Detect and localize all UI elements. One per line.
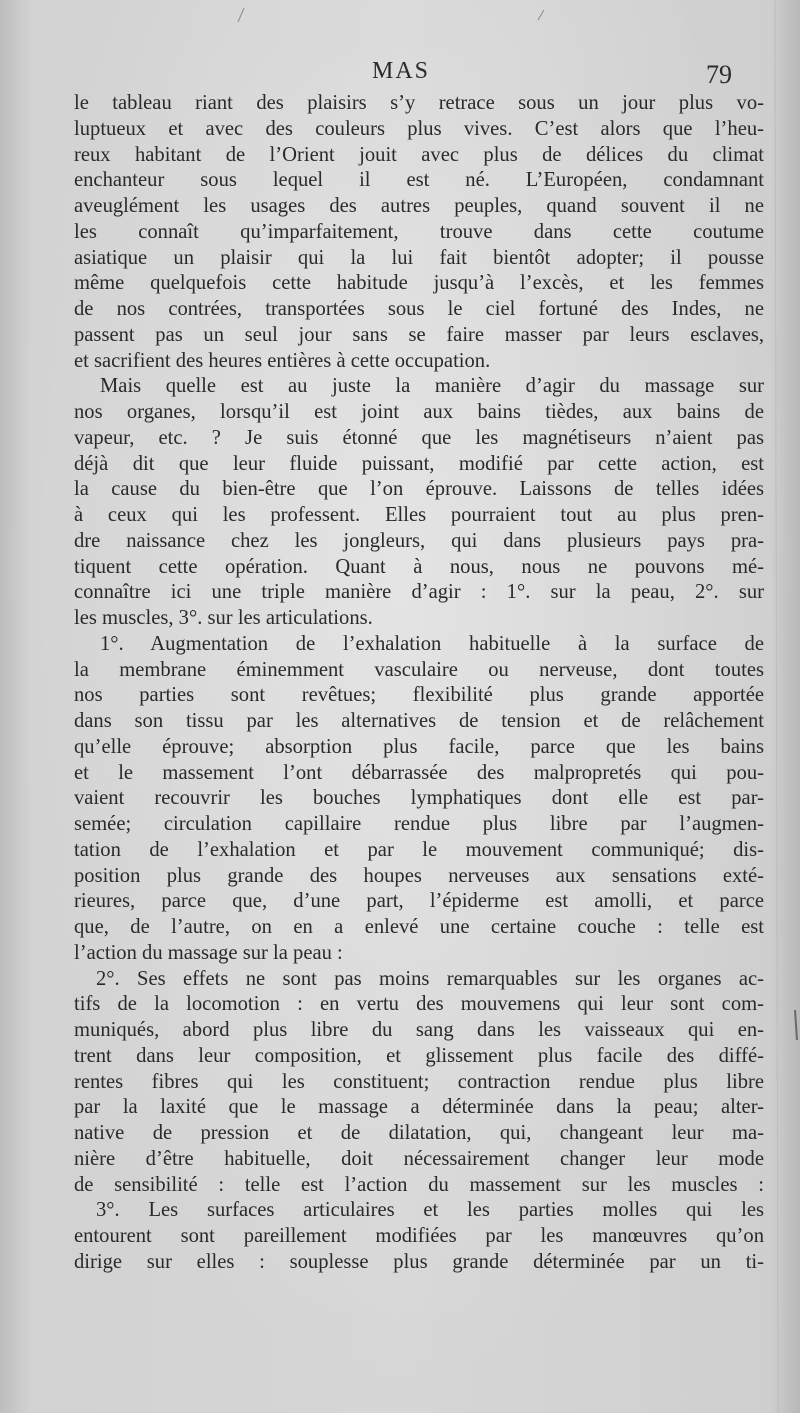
text-line: tiquent cette opération. Quant à nous, nous ne pouvons mé- — [74, 555, 764, 578]
text-line: que, de l’autre, on en a enlevé une certaine couche : telle est — [74, 916, 764, 938]
text-line: nos parties sont revêtues; flexibilité plus grande apportée — [74, 684, 764, 707]
text-line: vapeur, etc. ? Je suis étonné que les magnétiseurs n’aient pas — [74, 426, 764, 449]
text-line: tifs de la locomotion : en vertu des mouvemens qui leur sont com- — [74, 993, 764, 1016]
text-line: de nos contrées, transportées sous le ciel fortuné des Indes, ne — [74, 298, 764, 320]
text-line: nière d’être habituelle, doit nécessairement changer leur mode — [74, 1147, 764, 1170]
text-line: trent dans leur composition, et glissement plus facile des diffé- — [74, 1044, 764, 1067]
text-line: la membrane éminemment vasculaire ou nerveuse, dont toutes — [74, 658, 764, 681]
paragraph-start: Mais quelle est au juste la manière d’agir du massage sur — [100, 375, 764, 398]
text-line: rentes fibres qui les constituent; contraction rendue plus libre — [74, 1070, 764, 1093]
text-line: position plus grande des houpes nerveuses aux sensations exté- — [74, 864, 764, 887]
text-line: la cause du bien-être que l’on éprouve. Laissons de telles idées — [74, 478, 764, 501]
text-line: muniqués, abord plus libre du sang dans les vaisseaux qui en- — [74, 1019, 764, 1041]
text-line: dans son tissu par les alternatives de tension et de relâchement — [74, 710, 764, 732]
text-line: aveuglément les usages des autres peuples, quand souvent il ne — [74, 195, 764, 217]
text-line: même quelquefois cette habitude jusqu’à l’excès, et les femmes — [74, 272, 764, 295]
text-line: connaître ici une triple manière d’agir : 1°. sur la peau, 2°. sur — [74, 581, 764, 604]
text-line: déjà dit que leur fluide puissant, modifié par cette action, est — [74, 452, 764, 475]
text-line: asiatique un plaisir qui la lui fait bientôt adopter; il pousse — [74, 246, 764, 269]
text-line: semée; circulation capillaire rendue plus libre par l’augmen- — [74, 813, 764, 835]
text-line: de sensibilité : telle est l’action du massement sur les muscles : — [74, 1173, 764, 1196]
text-line: nos organes, lorsqu’il est joint aux bains tièdes, aux bains de — [74, 401, 764, 423]
text-line: passent pas un seul jour sans se faire masser par leurs esclaves, — [74, 323, 764, 346]
text-line: enchanteur sous lequel il est né. L’Européen, condamnant — [74, 169, 764, 192]
text-line: et sacrifient des heures entières à cette occupation. — [74, 349, 491, 372]
text-line: entourent sont pareillement modifiées par les manœuvres qu’on — [74, 1225, 764, 1247]
text-line: et le massement l’ont débarrassée des malpropretés qui pou- — [74, 761, 764, 784]
page-number: 79 — [706, 60, 732, 89]
text-line: vaient recouvrir les bouches lymphatiques dont elle est par- — [74, 787, 764, 810]
text-line: les connaît qu’imparfaitement, trouve dans cette coutume — [74, 220, 764, 243]
text-line: à ceux qui les professent. Elles pourraient tout au plus pren- — [74, 504, 764, 526]
body-text — [74, 91, 764, 1276]
text-line: luptueux et avec des couleurs plus vives. C’est alors que l’heu- — [74, 117, 764, 140]
text-line: dirige sur elles : souplesse plus grande déterminée par un ti- — [74, 1250, 764, 1273]
paragraph-start: 2°. Ses effets ne sont pas moins remarquables sur les organes ac- — [96, 967, 764, 990]
text-line: tation de l’exhalation et par le mouvement communiqué; dis- — [74, 838, 764, 861]
paragraph-start: 1°. Augmentation de l’exhalation habituelle à la surface de — [100, 632, 764, 655]
text-line: par la laxité que le massage a déterminée dans la peau; alter- — [74, 1096, 764, 1119]
text-line: le tableau riant des plaisirs s’y retrace sous un jour plus vo- — [74, 92, 764, 114]
text-line: rieures, parce que, d’une part, l’épiderme est amolli, et parce — [74, 890, 764, 913]
text-line: reux habitant de l’Orient jouit avec plus de délices du climat — [74, 143, 764, 166]
text-line: native de pression et de dilatation, qui, changeant leur ma- — [74, 1122, 764, 1144]
text-line: qu’elle éprouve; absorption plus facile, parce que les bains — [74, 735, 764, 758]
text-line: les muscles, 3°. sur les articulations. — [74, 607, 373, 629]
paragraph-start: 3°. Les surfaces articulaires et les parties molles qui les — [96, 1199, 764, 1222]
text-line: l’action du massage sur la peau : — [74, 941, 343, 964]
running-head: MAS — [372, 58, 431, 84]
page-header — [0, 58, 800, 90]
text-line: dre naissance chez les jongleurs, qui dans plusieurs pays pra- — [74, 529, 764, 552]
